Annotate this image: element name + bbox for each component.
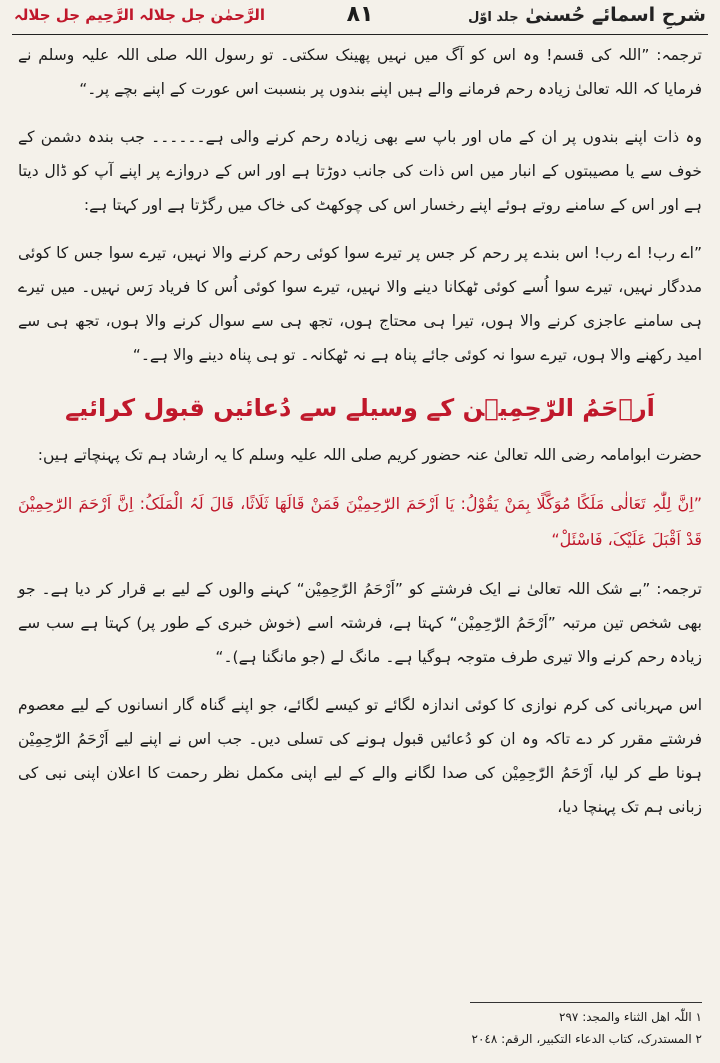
book-title: شرحِ اسمائے حُسنیٰ جلد اوّل xyxy=(468,4,706,26)
paragraph-2: وہ ذات اپنے بندوں پر ان کے ماں اور باپ سے بھی زیادہ رحم کرنے والی ہے۔۔۔۔۔۔ جب بندہ دشمن کے خوف سے یا مصیبتوں کے انبار میں اس ذات کی جانب دوڑتا ہے اور اس کے دروازے پر اپنے آپ کو ڈال دیتا ہے اور اس کے سامنے روتے ہوئے اپنے رخسار اس کی چوکھٹ کی خاک میں رگڑتا ہے اور کہتا ہے: xyxy=(18,128,702,214)
page-header xyxy=(12,0,708,35)
translation-paragraph-1: ترجمہ: ”اللہ کی قسم! وہ اس کو آگ میں نہیں پھینک سکتی۔ تو رسول اللہ صلی اللہ علیہ وسلم نے فرمایا کہ اللہ تعالیٰ زیادہ رحم فرمانے والے ہیں اپنے بندوں پر بنسبت اس عورت کے اپنے بچے پر۔“ xyxy=(18,46,702,98)
footnotes xyxy=(472,1006,702,1050)
section-heading: اَرۡحَمُ الرّٰحِمِیۡن کے وسیلے سے دُعائیں قبول کرائیے xyxy=(65,394,655,422)
footnote-2: ۲ المستدرک، کتاب الدعاء التکبیر، الرقم: ٢٠٤٨ xyxy=(471,1032,702,1046)
volume-label: جلد اوّل xyxy=(468,10,519,25)
footnote-divider xyxy=(470,1002,702,1003)
translation-paragraph-2: ترجمہ: ”بے شک اللہ تعالیٰ نے ایک فرشتے کو ”اَرْحَمُ الرّٰحِمِیْن“ کہنے والوں کے لیے بے قرار کر دیا ہے۔ جو بھی شخص تین مرتبہ ”اَرْحَمُ الرّٰحِمِیْن“ کہتا ہے، فرشتہ اسے (خوش خبری کے طور پر) کہتا ہے سب سے زیادہ رحم کرنے والا تیری طرف متوجہ ہوگیا ہے۔ مانگ لے (جو مانگنا ہے)۔“ xyxy=(18,580,702,666)
footnote-1: ۱ اللّٰہ اھل الثناء والمجد: ٢٩٧ xyxy=(559,1010,702,1024)
paragraph-6: اس مہربانی کی کرم نوازی کا کوئی اندازہ لگائے تو کیسے لگائے، جو اپنے گناہ گار انسانوں کے لیے معصوم فرشتے مقرر کر دے تاکہ وہ ان کو دُعائیں قبول ہونے کی تسلی دیں۔ جب اس نے اپنے لیے اَرْحَمُ الرّٰحِمِیْن ہونا طے کر لیا، اَرْحَمُ الرّٰحِمِیْن کی صدا لگانے والے کے لیے اپنی مکمل نظر رحمت کا اعلان اپنی نبی کی زبانی ہم تک پہنچا دیا، xyxy=(18,696,702,816)
arabic-hadith: ”اِنَّ لِلّٰہِ تَعَالٰی مَلَکًا مُوَکَّلًا بِمَنْ یَقُوْلُ: یَا اَرْحَمَ الرّٰحِمِیْنَ فَمَنْ قَالَھَا ثَلَاثًا، قَالَ لَہُ الْمَلَکُ: اِنَّ اَرْحَمَ الرّٰحِمِیْنَ قَدْ اَقْبَلَ عَلَیْکَ، فَاسْئَلْ“ xyxy=(18,494,702,549)
hadith-intro: حضرت ابوامامہ رضی اللہ تعالیٰ عنہ حضور کریم صلی اللہ علیہ وسلم کا یہ ارشاد ہم تک پہنچاتے ہیں: xyxy=(37,446,702,464)
divine-names-header: الرَّحمٰن جل جلالہ الرَّحِیم جل جلالہ xyxy=(14,6,266,24)
supplication-paragraph: ”اے رب! اے رب! اس بندے پر رحم کر جس پر تیرے سوا کوئی رحم کرنے والا نہیں، تیرے سوا جس کا کوئی مددگار نہیں، تیرے سوا اُسے کوئی ٹھکانا دینے والا نہیں، تیرے سوا کوئی اُس کا فریاد رَس نہیں۔ میں تیرے ہی سامنے عاجزی کرنے والا ہوں، تیرا ہی محتاج ہوں، تجھ ہی سے سوال کرنے والا ہوں، تجھ ہی سے امید رکھنے والا ہوں، تیرے سوا نہ کوئی جائے پناہ ہے نہ ٹھکانہ۔ تو ہی پناہ دینے والا ہے۔“ xyxy=(18,244,702,364)
page-body xyxy=(18,38,702,838)
page-number: ٨١ xyxy=(346,2,374,27)
